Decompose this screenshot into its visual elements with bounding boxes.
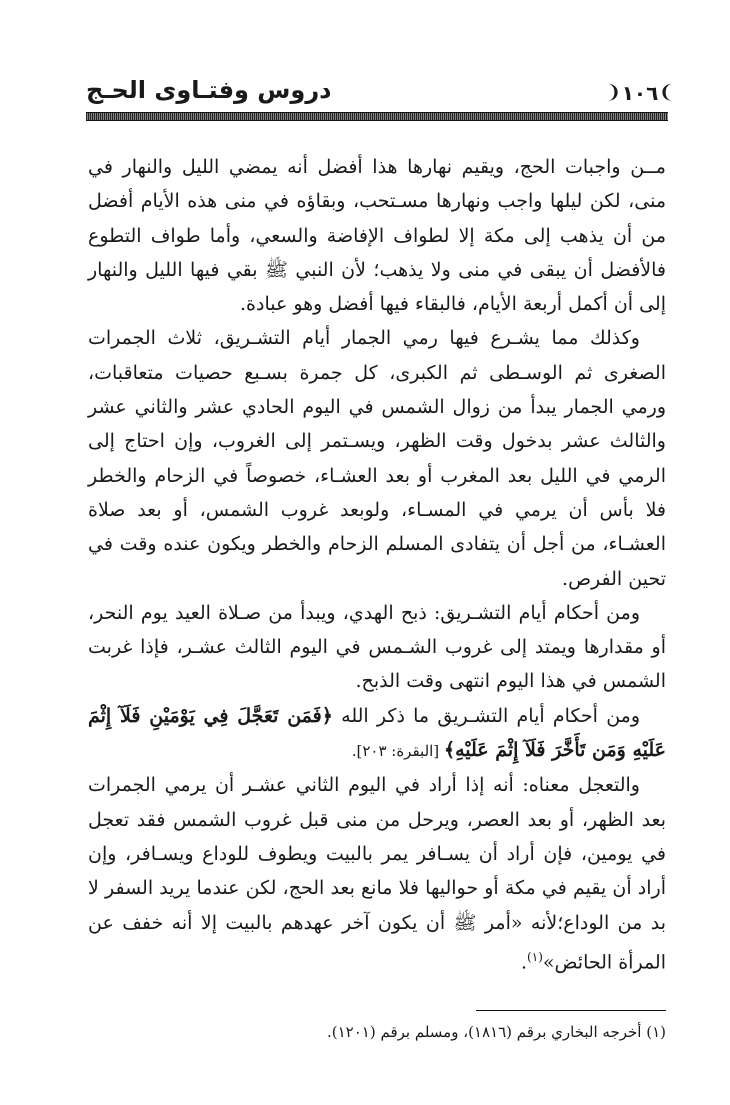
paragraph-4	[88, 699, 666, 769]
header-divider	[86, 112, 668, 121]
ornament-left-icon: ❨	[606, 82, 622, 103]
running-title: دروس وفتـاوى الحـج	[86, 76, 332, 104]
paragraph-5-end: .	[521, 951, 528, 974]
main-text	[88, 150, 666, 979]
quran-verse: ﴿فَمَن تَعَجَّلَ فِي يَوْمَيْنِ فَلَآ إِثْمَ عَلَيْهِ وَمَن تَأَخَّرَ فَلَآ إِثْمَ عَلَيْهِ﴾	[88, 704, 666, 762]
page-header	[86, 74, 674, 116]
footnote-marker[interactable]: (١)	[527, 949, 543, 964]
ornament-right-icon: ❩	[658, 82, 674, 103]
page-number-value: ١٠٦	[621, 81, 659, 105]
footnote-divider	[476, 1010, 666, 1011]
footnote: (١) أخرجه البخاري برقم (١٨١٦)، ومسلم برقم (١٢٠١).	[327, 1023, 666, 1041]
paragraph-3: ومن أحكام أيام التشـريق: ذبح الهدي، ويبدأ من صـلاة العيد يوم النحر، أو مقدارها ويمتد إلى غروب الشـمس في اليوم الثالث عشـر، فإذا غربت الشمس في هذا اليوم انتهى وقت الذبح.	[88, 601, 666, 693]
paragraph-5-text: والتعجل معناه: أنه إذا أراد في اليوم الثاني عشـر أن يرمي الجمرات بعد الظهر، أو بعد العصر، ويرحل من منى قبل غروب الشمس فقد تعجل في يومين، فإن أراد أن يسـافر يمر بالبيت ويطوف للوداع ويسـافر، وإن أراد أن يقيم في مكة أو حواليها فلا مانع بعد الحج، لكن عندما يريد السفر لا بد من الوداع؛لأنه «أمر ﷺ أن يكون آخر عهدهم بالبيت إلا أنه خفف عن المرأة الحائض»	[88, 774, 666, 974]
verse-reference: [البقرة: ٢٠٣].	[351, 742, 444, 761]
paragraph-5	[88, 768, 666, 979]
paragraph-2: وكذلك مما يشـرع فيها رمي الجمار أيام التشـريق، ثلاث الجمرات الصغرى ثم الوسـطى ثم الكبرى، كل جمرة بسـبع حصيات متعاقبات، ورمي الجمار يبدأ من زوال الشمس في اليوم الحادي عشر والثاني عشر والثالث عشر بدخول وقت الظهر، ويسـتمر إلى الغروب، وإن احتاج إلى الرمي في الليل بعد المغرب أو بعد العشـاء، خصوصاً في الزحام والخطر فلا بأس أن يرمي في المسـاء، ولوبعد غروب الشمس، أو بعد صلاة العشـاء، من أجل أن يتفادى المسلم الزحام والخطر ويكون عنده وقت في تحين الفرص.	[88, 327, 666, 590]
page-number	[606, 78, 674, 108]
paragraph-1: مــن واجبات الحج، ويقيم نهارها هذا أفضل أنه يمضي الليل والنهار في منى، لكن ليلها واجب ونهارها مسـتحب، وبقاؤه في منى هذه الأيام أفضل من أن يذهب إلى مكة إلا لطواف الإفاضة والسعي، وأما طواف التطوع فالأفضل أن يبقى في منى ولا يذهب؛ لأن النبي ﷺ بقي فيها الليل والنهار إلى أن أكمل أربعة الأيام، فالبقاء فيها أفضل وهو عبادة.	[88, 156, 666, 316]
paragraph-4-text: ومن أحكام أيام التشـريق ما ذكر الله	[332, 704, 641, 727]
